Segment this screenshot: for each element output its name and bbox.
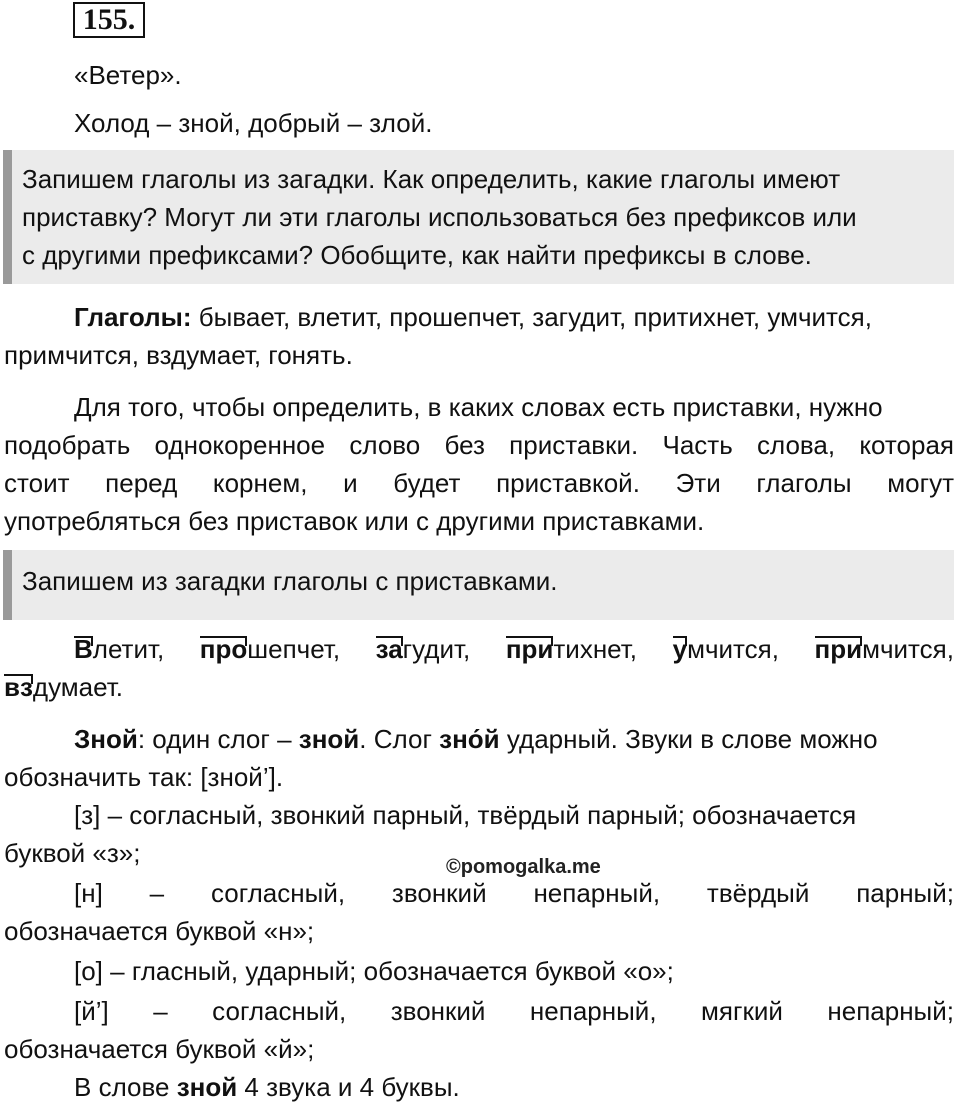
text-span-bold: зной	[298, 724, 360, 754]
prefixed-word	[815, 634, 954, 665]
watermark: ©pomogalka.me	[446, 856, 601, 878]
text-span: : один слог –	[137, 724, 299, 754]
prefixed-word	[4, 672, 123, 703]
text-span: . Слог	[359, 724, 440, 754]
analysis-line-2: обозначить так: [зной’].	[4, 762, 284, 792]
text-span-bold: зной	[176, 1072, 238, 1102]
summary-line	[74, 1072, 460, 1103]
prefixed-words-row	[74, 634, 954, 665]
callout-line: приставку? Могут ли эти глаголы использоваться без префиксов или	[22, 202, 857, 232]
word-prefix: при	[505, 634, 554, 664]
prefixed-word	[200, 634, 340, 665]
prefixed-word	[74, 634, 164, 665]
prefixed-word	[673, 634, 779, 665]
exercise-number: 155.	[73, 2, 145, 38]
callout-line: Запишем глаголы из загадки. Как определить, какие глаголы имеют	[22, 164, 841, 194]
stressed-syllable: зно́й	[439, 724, 500, 754]
prefixed-word	[376, 634, 471, 665]
antonyms-line: Холод – зной, добрый – злой.	[74, 108, 433, 138]
callout-line: с другими префиксами? Обобщите, как найти префиксы в слове.	[22, 240, 812, 270]
explanation-line: подобрать однокоренное слово без приставки. Часть слова, которая	[4, 430, 954, 460]
task-callout-2	[3, 550, 954, 620]
verbs-list: бывает, влетит, прошепчет, загудит, притихнет, умчится,	[191, 302, 872, 332]
word-rest: гудит,	[402, 634, 471, 664]
riddle-title: «Ветер».	[74, 60, 182, 90]
word-rest: летит,	[92, 634, 165, 664]
sound-z-line-2: буквой «з»;	[4, 838, 141, 868]
explanation-line: стоит перед корнем, и будет приставкой. Эти глаголы могут	[4, 468, 954, 498]
sound-n-line-2: обозначается буквой «н»;	[4, 916, 315, 946]
word-prefix: В	[74, 634, 93, 664]
text-span: В слове	[74, 1072, 177, 1102]
word-prefix: при	[814, 634, 863, 664]
sound-o-line: [о] – гласный, ударный; обозначается буквой «о»;	[74, 956, 674, 986]
sound-j-line: [й’] – согласный, звонкий непарный, мягкий непарный;	[74, 996, 954, 1026]
word-rest: тихнет,	[553, 634, 638, 664]
word-prefix: про	[199, 634, 248, 664]
word-rest: мчится,	[862, 634, 954, 664]
word-rest: мчится,	[687, 634, 779, 664]
word-prefix: у	[672, 634, 688, 664]
callout-line: Запишем из загадки глаголы с приставками.	[22, 566, 558, 596]
verbs-line-1	[74, 302, 872, 333]
analysis-word: Зной	[74, 724, 138, 754]
verbs-label: Глаголы:	[74, 302, 192, 332]
sound-z-line: [з] – согласный, звонкий парный, твёрдый парный; обозначается	[74, 800, 857, 830]
word-prefix: за	[375, 634, 403, 664]
explanation-line: Для того, чтобы определить, в каких словах есть приставки, нужно	[74, 392, 883, 422]
word-rest: думает.	[32, 672, 123, 702]
word-prefix: вз	[4, 672, 33, 702]
explanation-line: употребляться без приставок или с другими приставками.	[4, 506, 705, 536]
text-span: 4 звука и 4 буквы.	[237, 1072, 460, 1102]
sound-n-line: [н] – согласный, звонкий непарный, твёрдый парный;	[74, 878, 954, 908]
task-callout-1	[3, 150, 954, 284]
text-span: ударный. Звуки в слове можно	[499, 724, 878, 754]
sound-j-line-2: обозначается буквой «й»;	[4, 1034, 315, 1064]
word-rest: шепчет,	[247, 634, 341, 664]
verbs-line-2: примчится, вздумает, гонять.	[4, 340, 353, 370]
analysis-line-1	[74, 724, 878, 755]
prefixed-word	[506, 634, 637, 665]
